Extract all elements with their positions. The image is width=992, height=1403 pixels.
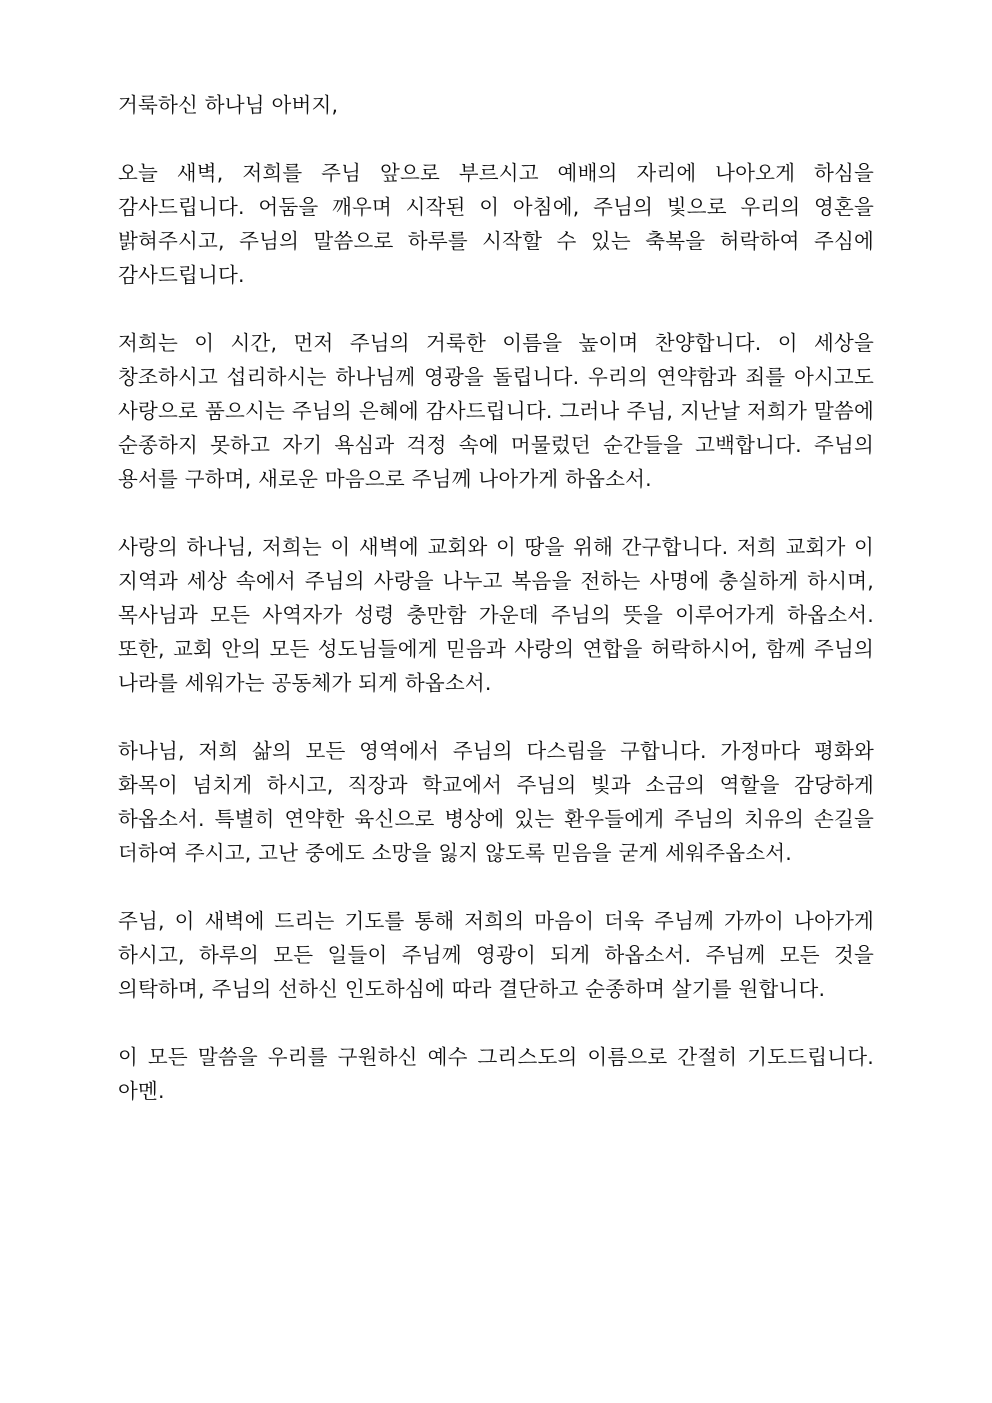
paragraph-6: 이 모든 말씀을 우리를 구원하신 예수 그리스도의 이름으로 간절히 기도드립니다. 아멘.	[118, 1045, 874, 1103]
paragraph-2: 저희는 이 시간, 먼저 주님의 거룩한 이름을 높이며 찬양합니다. 이 세상을 창조하시고 섭리하시는 하나님께 영광을 돌립니다. 우리의 연약함과 죄를 아시고도 사랑으로 품으시는 주님의 은혜에 감사드립니다. 그러나 주님, 지난날 저희가 말씀에 순종하지 못하고 자기 욕심과 걱정 속에 머물렀던 순간들을 고백합니다. 주님의 용서를 구하며, 새로운 마음으로 주님께 나아가게 하옵소서.	[118, 331, 874, 491]
paragraph-5: 주님, 이 새벽에 드리는 기도를 통해 저희의 마음이 더욱 주님께 가까이 나아가게 하시고, 하루의 모든 일들이 주님께 영광이 되게 하옵소서. 주님께 모든 것을 의탁하며, 주님의 선하신 인도하심에 따라 결단하고 순종하며 살기를 원합니다.	[118, 909, 874, 1001]
paragraph-4: 하나님, 저희 삶의 모든 영역에서 주님의 다스림을 구합니다. 가정마다 평화와 화목이 넘치게 하시고, 직장과 학교에서 주님의 빛과 소금의 역할을 감당하게 하옵소서. 특별히 연약한 육신으로 병상에 있는 환우들에게 주님의 치유의 손길을 더하여 주시고, 고난 중에도 소망을 잃지 않도록 믿음을 굳게 세워주옵소서.	[118, 739, 874, 865]
paragraph-3: 사랑의 하나님, 저희는 이 새벽에 교회와 이 땅을 위해 간구합니다. 저희 교회가 이 지역과 세상 속에서 주님의 사랑을 나누고 복음을 전하는 사명에 충실하게 하시며, 목사님과 모든 사역자가 성령 충만함 가운데 주님의 뜻을 이루어가게 하옵소서. 또한, 교회 안의 모든 성도님들에게 믿음과 사랑의 연합을 허락하시어, 함께 주님의 나라를 세워가는 공동체가 되게 하옵소서.	[118, 535, 874, 695]
prayer-text-body	[118, 88, 874, 1142]
salutation: 거룩하신 하나님 아버지,	[118, 93, 339, 117]
paragraph-1: 오늘 새벽, 저희를 주님 앞으로 부르시고 예배의 자리에 나아오게 하심을 감사드립니다. 어둠을 깨우며 시작된 이 아침에, 주님의 빛으로 우리의 영혼을 밝혀주시고, 주님의 말씀으로 하루를 시작할 수 있는 축복을 허락하여 주심에 감사드립니다.	[118, 161, 874, 287]
